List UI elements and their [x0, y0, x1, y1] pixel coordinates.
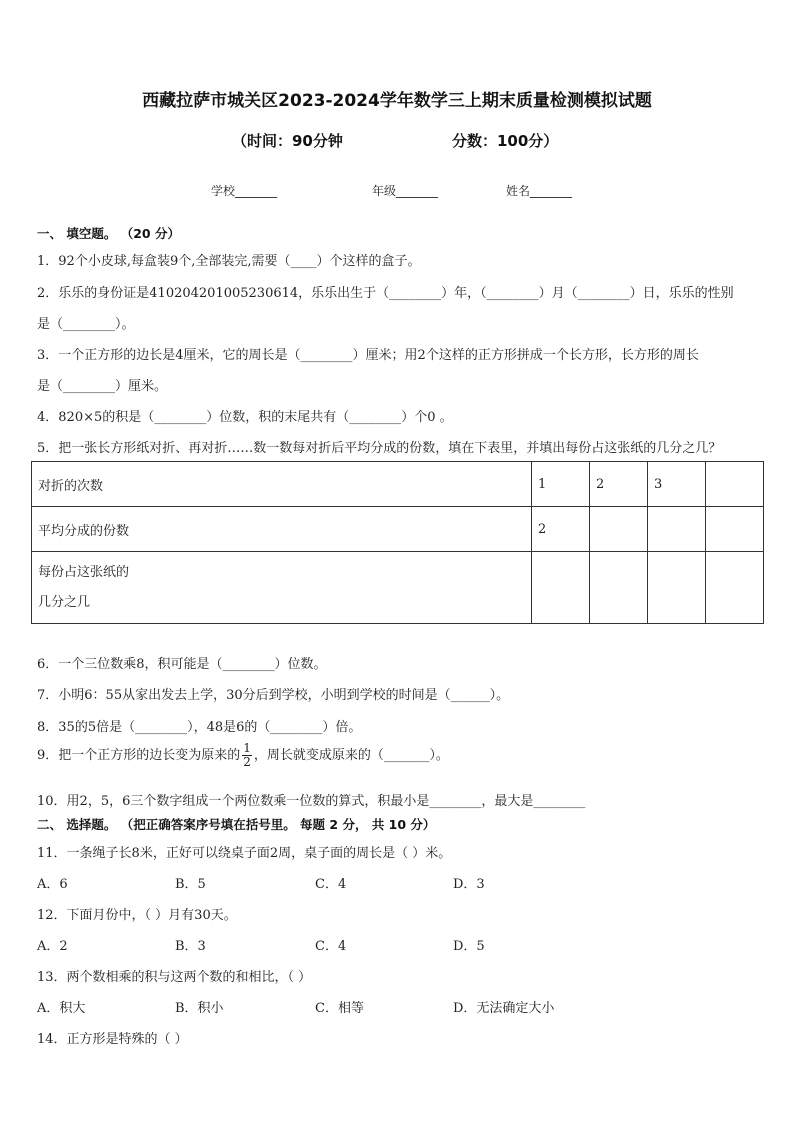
table-cell [648, 552, 706, 624]
grade-field: 年级_______ [372, 184, 439, 198]
exam-time: （时间：90分钟 [232, 132, 343, 150]
question-1: 1．92个小皮球,每盒装9个,全部装完,需要（____）个这样的盒子。 [37, 254, 421, 269]
q13-option-c: C．相等 [315, 1001, 364, 1016]
question-7: 7．小明6：55从家出发去上学，30分后到学校，小明到学校的时间是（______）。 [37, 688, 510, 703]
table-cell [706, 507, 764, 552]
question-6: 6．一个三位数乘8，积可能是（________）位数。 [37, 657, 327, 672]
question-9-pre: 9．把一个正方形的边长变为原来的 [37, 748, 241, 763]
question-13: 13．两个数相乘的积与这两个数的和相比，（ ） [37, 970, 312, 985]
table-cell: 1 [532, 462, 590, 507]
question-9 [37, 742, 449, 769]
school-field: 学校_______ [211, 184, 278, 198]
fold-table [31, 461, 764, 624]
table-row [32, 462, 764, 507]
q11-option-d: D．3 [453, 877, 485, 892]
question-8: 8．35的5倍是（________），48是6的（________）倍。 [37, 720, 362, 735]
table-cell [532, 552, 590, 624]
table-cell: 对折的次数 [32, 462, 532, 507]
table-cell [32, 552, 532, 624]
section1-heading: 一、 填空题。 （20 分） [37, 226, 180, 241]
table-row [32, 507, 764, 552]
name-field: 姓名_______ [506, 184, 573, 198]
table-cell: 2 [590, 462, 648, 507]
question-12: 12．下面月份中，（ ）月有30天。 [37, 908, 237, 923]
question-4: 4．820×5的积是（________）位数，积的末尾共有（________）个0 。 [37, 410, 453, 425]
table-row [32, 552, 764, 624]
fraction-denominator: 2 [243, 755, 251, 769]
row3-label-b: 几分之几 [38, 594, 91, 610]
q11-option-b: B．5 [175, 877, 206, 892]
q11-option-a: A．6 [37, 877, 68, 892]
question-3-line1: 3．一个正方形的边长是4厘米，它的周长是（________）厘米；用2个这样的正方形拼成一个长方形，长方形的周长 [37, 348, 699, 363]
q11-option-c: C．4 [315, 877, 347, 892]
fraction-numerator: 1 [243, 741, 251, 755]
q12-option-a: A．2 [37, 939, 68, 954]
question-2-line1: 2．乐乐的身份证是410204201005230614，乐乐出生于（________）年，（________）月（________）日，乐乐的性别 [37, 286, 734, 301]
q12-option-d: D．5 [453, 939, 485, 954]
table-cell [706, 462, 764, 507]
question-5: 5．把一张长方形纸对折、再对折……数一数每对折后平均分成的份数，填在下表里，并填出每份占这张纸的几分之几？ [37, 441, 722, 456]
question-3-line2: 是（________）厘米。 [37, 379, 168, 394]
table-cell [590, 552, 648, 624]
table-cell: 平均分成的份数 [32, 507, 532, 552]
table-cell [590, 507, 648, 552]
question-14: 14．正方形是特殊的（ ） [37, 1032, 188, 1047]
row3-label-a: 每份占这张纸的 [38, 564, 130, 580]
question-2-line2: 是（________）。 [37, 317, 135, 332]
question-9-post: ，周长就变成原来的（_______）。 [253, 748, 449, 763]
q13-option-b: B．积小 [175, 1001, 224, 1016]
q12-option-c: C．4 [315, 939, 347, 954]
table-cell: 3 [648, 462, 706, 507]
exam-score: 分数：100分） [452, 132, 559, 150]
table-cell [648, 507, 706, 552]
exam-title: 西藏拉萨市城关区2023-2024学年数学三上期末质量检测模拟试题 [142, 91, 652, 111]
q13-option-d: D．无法确定大小 [453, 1001, 555, 1016]
q12-option-b: B．3 [175, 939, 206, 954]
fraction-one-half [242, 742, 252, 769]
q13-option-a: A．积大 [37, 1001, 86, 1016]
section2-heading: 二、 选择题。 （把正确答案序号填在括号里。 每题 2 分， 共 10 分） [37, 817, 436, 832]
table-cell [706, 552, 764, 624]
table-cell: 2 [532, 507, 590, 552]
question-10: 10．用2，5，6三个数字组成一个两位数乘一位数的算式，积最小是________，最大是________ [37, 794, 586, 809]
question-11: 11．一条绳子长8米，正好可以绕桌子面2周，桌子面的周长是（ ）米。 [37, 846, 452, 861]
